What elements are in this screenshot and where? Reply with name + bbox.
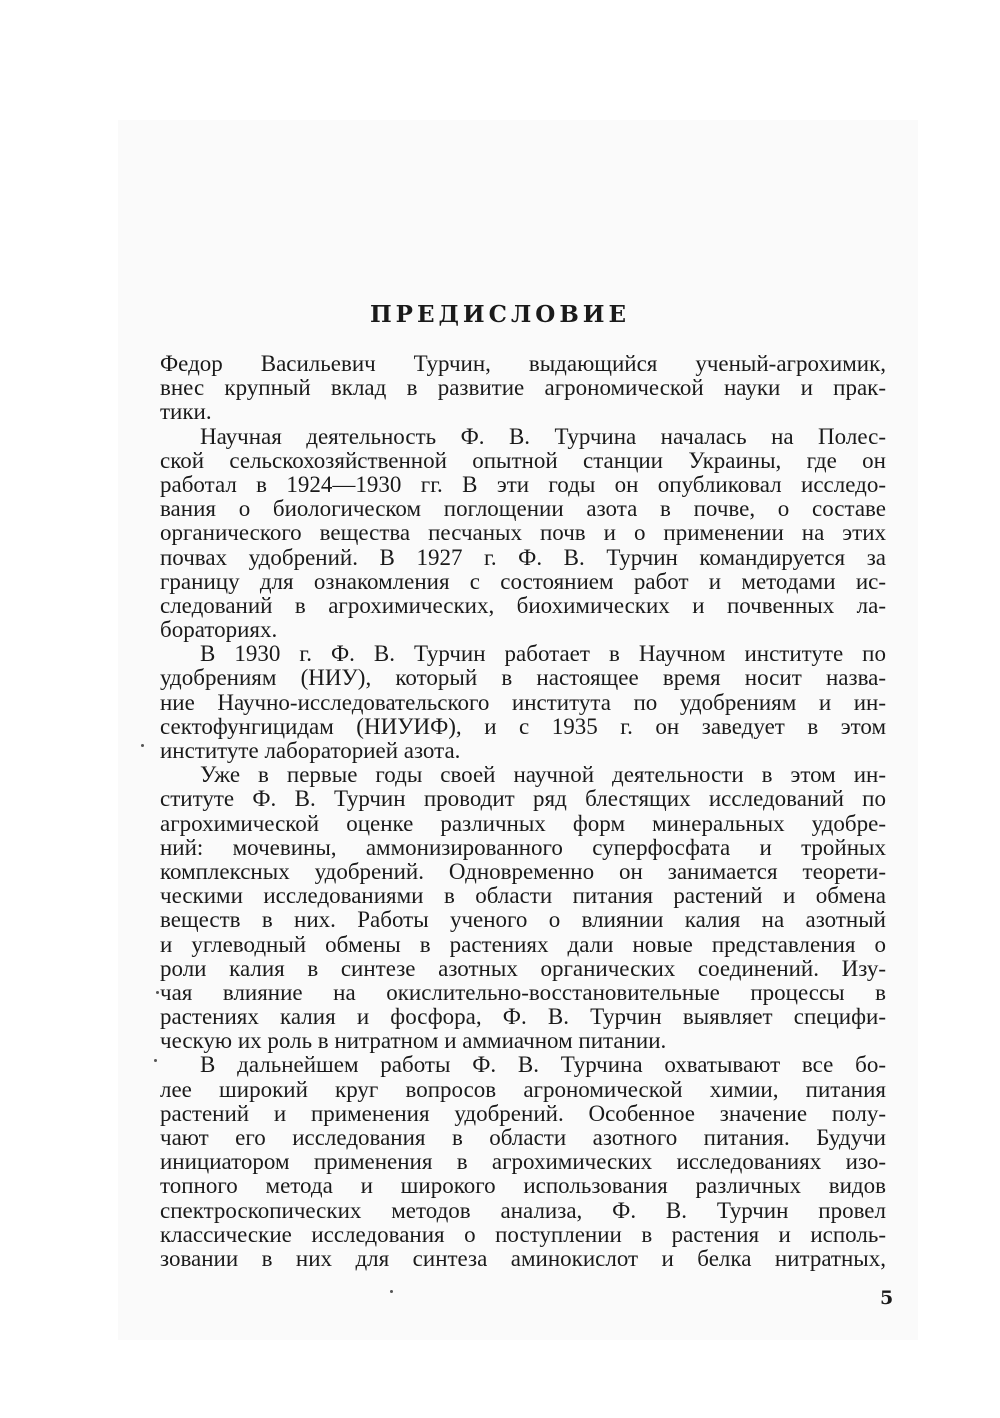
text-line: спектроскопических методов анализа, Ф. В. Турчин провел xyxy=(160,1198,886,1223)
text-line: вания о биологическом поглощении азота в почве, о составе xyxy=(160,497,886,522)
text-line: Уже в первые годы своей научной деятельности в этом ин- xyxy=(200,763,886,788)
text-line: чают его исследования в области азотного питания. Будучи xyxy=(160,1126,886,1150)
scan-speck xyxy=(390,1290,393,1293)
scan-speck xyxy=(154,1059,157,1062)
text-line: В дальнейшем работы Ф. В. Турчина охватывают все бо- xyxy=(200,1053,886,1078)
text-line: работал в 1924—1930 гг. В эти годы он опубликовал исследо- xyxy=(160,472,886,497)
text-line: удобрениям (НИУ), который в настоящее время носит назва- xyxy=(160,666,886,691)
text-line: и углеводный обмены в растениях дали новые представления о xyxy=(160,932,886,957)
text-line: тики. xyxy=(160,400,212,425)
text-line: комплексных удобрений. Одновременно он занимается теорети- xyxy=(160,859,886,884)
text-line: ституте Ф. В. Турчин проводит ряд блестящих исследований по xyxy=(160,787,886,812)
text-line: внес крупный вклад в развитие агрономической науки и прак- xyxy=(160,376,886,401)
text-line: бораториях. xyxy=(160,618,278,643)
text-line: следований в агрохимических, биохимических и почвенных ла- xyxy=(160,593,886,618)
text-line: веществ в них. Работы ученого о влиянии калия на азотный xyxy=(160,908,886,933)
preface-body xyxy=(160,352,886,1271)
text-line: ческую их роль в нитратном и аммиачном питании. xyxy=(160,1029,667,1054)
page-title: ПРЕДИСЛОВИЕ xyxy=(369,301,631,328)
text-line: топного метода и широкого использования различных видов xyxy=(160,1174,886,1199)
text-line: В 1930 г. Ф. В. Турчин работает в Научном институте по xyxy=(200,642,886,667)
text-line: Федор Васильевич Турчин, выдающийся ученый-агрохимик, xyxy=(160,352,886,376)
text-line: ние Научно-исследовательского института по удобрениям и ин- xyxy=(160,690,886,715)
scan-speck xyxy=(156,991,159,994)
text-line: растениях калия и фосфора, Ф. В. Турчин выявляет специфи- xyxy=(160,1005,886,1030)
page-number: 5 xyxy=(880,1287,894,1309)
text-line: ний: мочевины, аммонизированного суперфосфата и тройных xyxy=(160,835,886,860)
text-line: институте лабораторией азота. xyxy=(160,739,461,763)
text-line: ской сельскохозяйственной опытной станции Украины, где он xyxy=(160,448,886,473)
text-line: роли калия в синтезе азотных органических соединений. Изу- xyxy=(160,956,886,981)
text-line: границу для ознакомления с состоянием работ и методами ис- xyxy=(160,569,886,594)
scan-speck xyxy=(141,744,144,747)
text-line: лее широкий круг вопросов агрономической химии, питания xyxy=(160,1077,886,1102)
text-line: Научная деятельность Ф. В. Турчина началась на Полес- xyxy=(200,424,886,449)
text-line: растений и применения удобрений. Особенное значение полу- xyxy=(160,1101,886,1126)
text-line: сектофунгицидам (НИУИФ), и с 1935 г. он заведует в этом xyxy=(160,714,886,739)
text-line: органического вещества песчаных почв и о применении на этих xyxy=(160,521,886,546)
text-line: классические исследования о поступлении в растения и исполь- xyxy=(160,1222,886,1247)
text-line: чая влияние на окислительно-восстановительные процессы в xyxy=(160,980,886,1005)
text-line: агрохимической оценке различных форм минеральных удобре- xyxy=(160,811,886,836)
text-line: инициатором применения в агрохимических исследованиях изо- xyxy=(160,1150,886,1175)
text-line: зовании в них для синтеза аминокислот и белка нитратных, xyxy=(160,1246,886,1271)
text-line: ческими исследованиями в области питания растений и обмена xyxy=(160,884,886,909)
text-line: почвах удобрений. В 1927 г. Ф. В. Турчин командируется за xyxy=(160,545,886,570)
